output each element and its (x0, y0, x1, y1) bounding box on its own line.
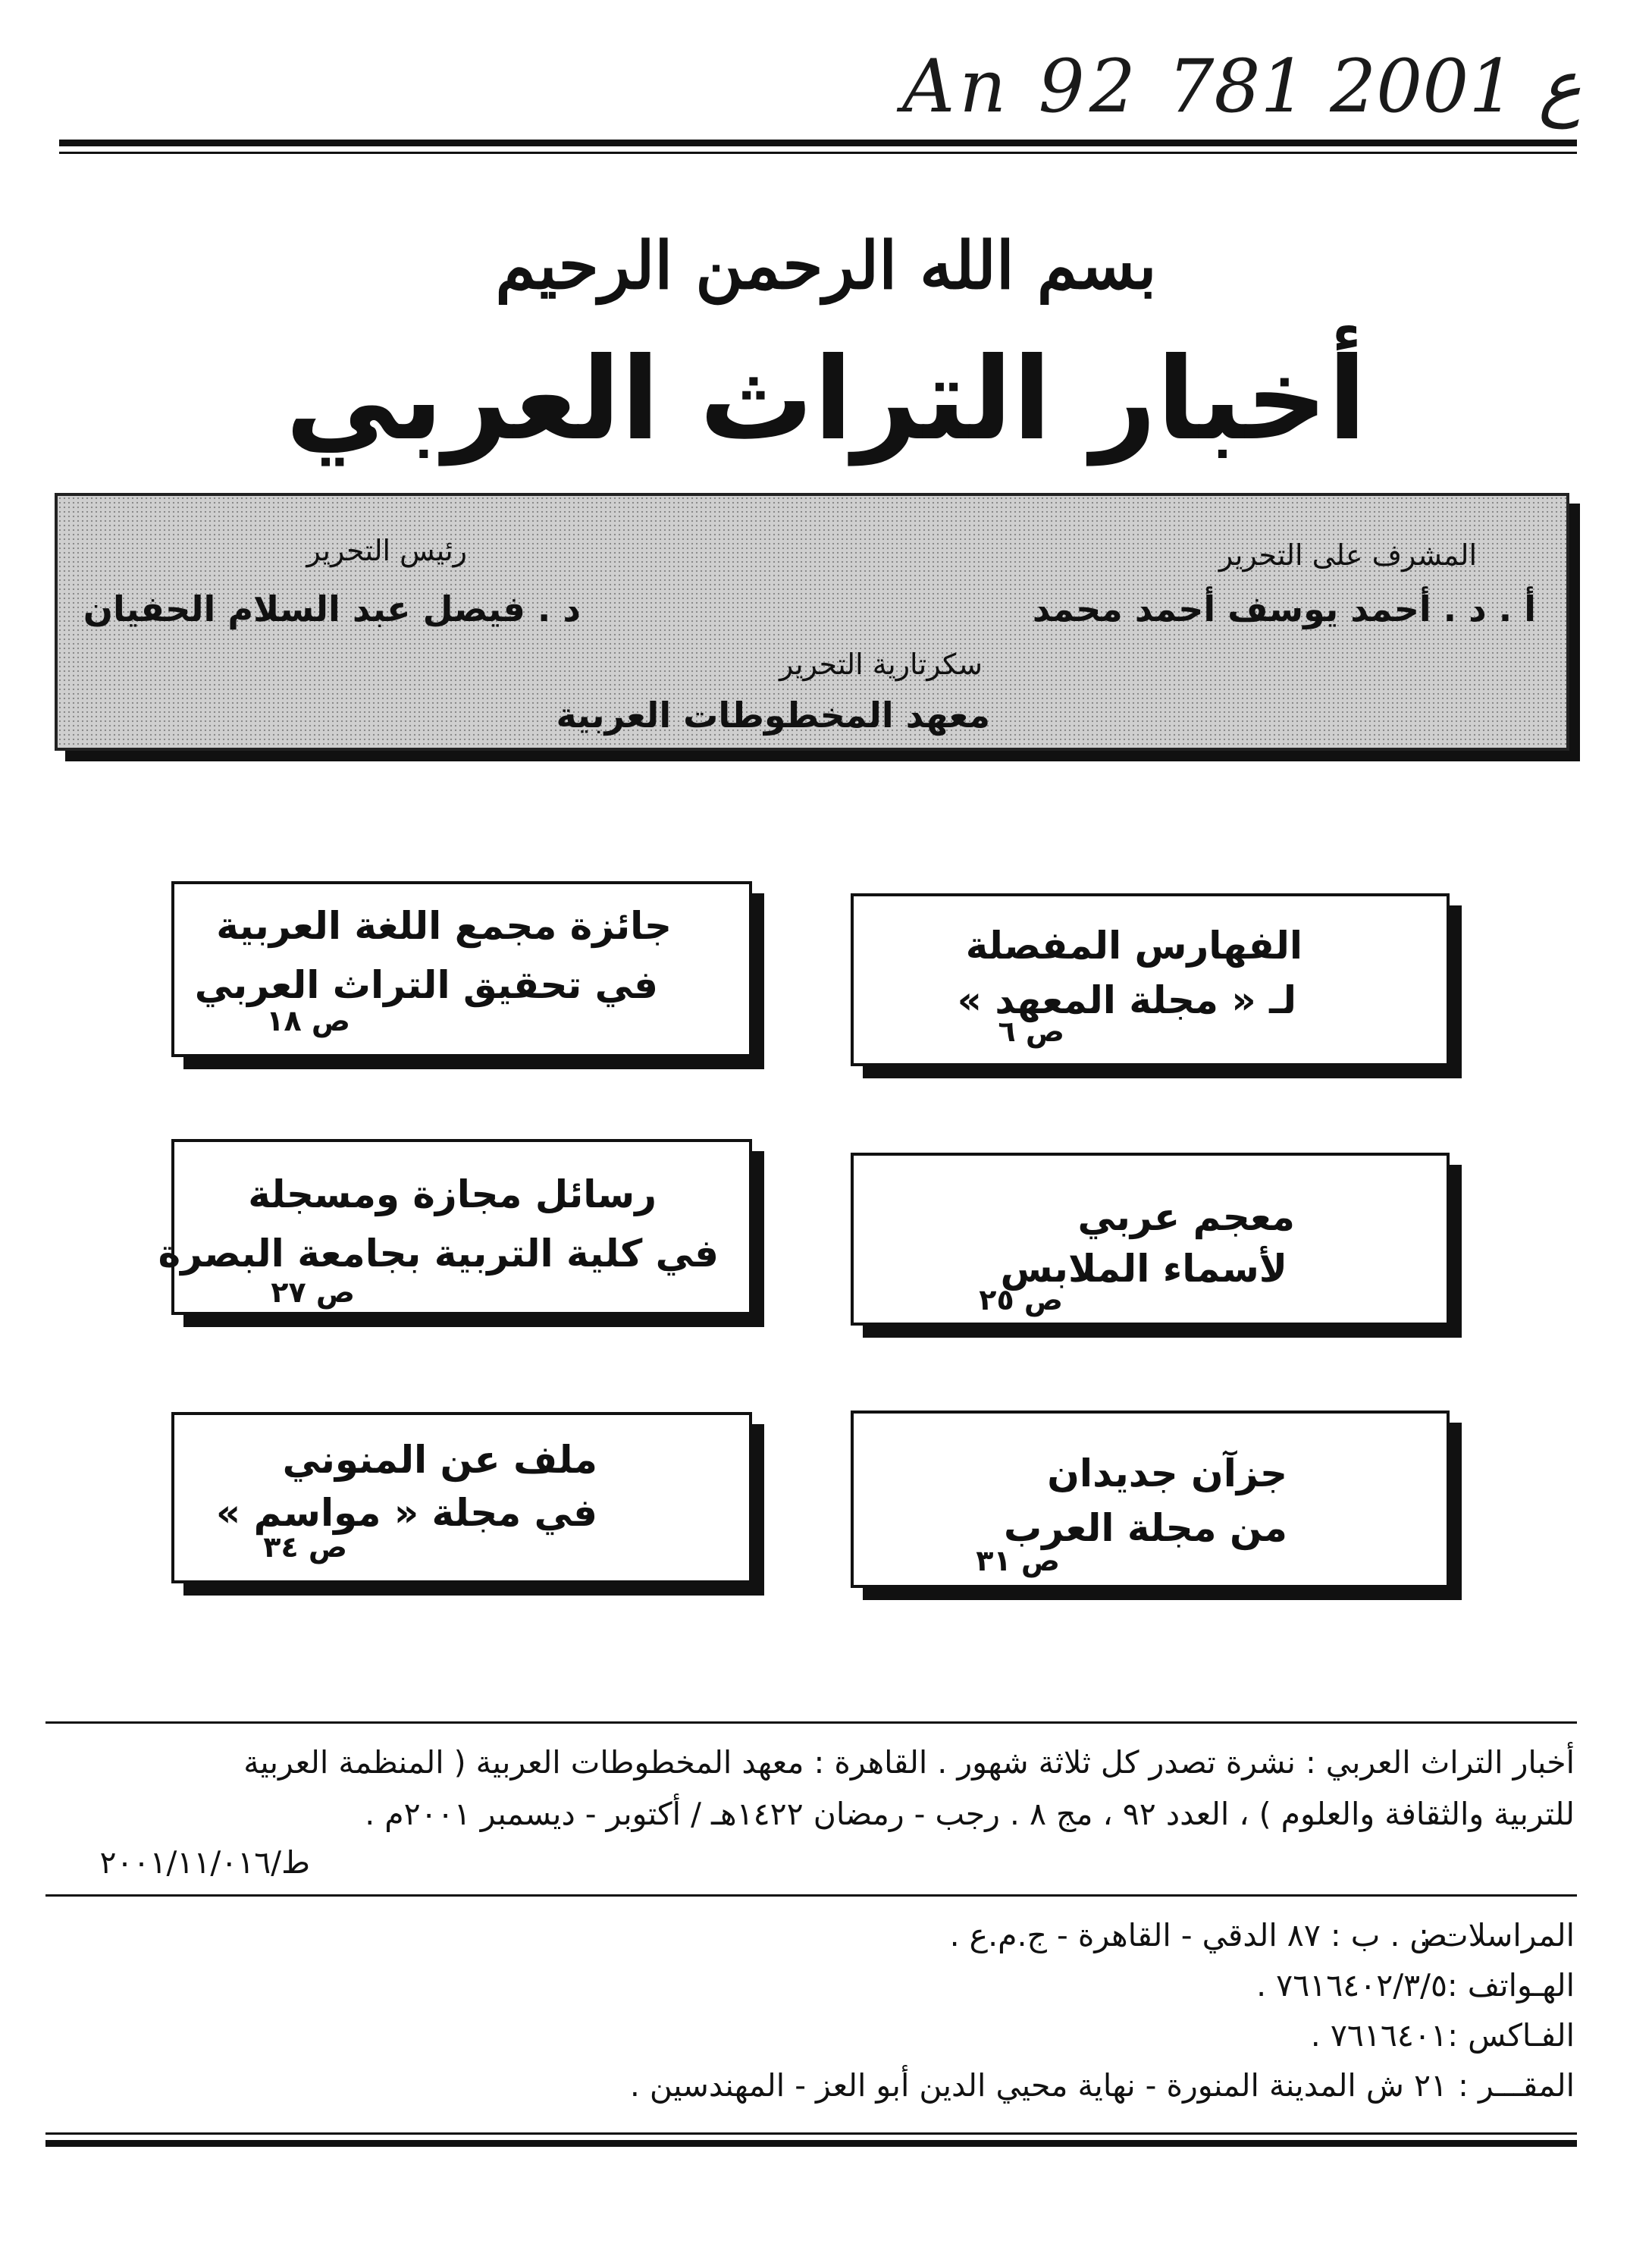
contents-card[interactable] (171, 1412, 752, 1583)
handwritten-reference: An 92 ع 2001 781 (902, 44, 1582, 129)
card-title: رسائل مجازة ومسجلة (248, 1172, 657, 1216)
card-subtitle: في مجلة « مواسم » (215, 1491, 597, 1535)
correspondence-label: الفـاكس : (1447, 2017, 1575, 2054)
contents-card[interactable] (851, 893, 1450, 1066)
card-title: ملف عن المنوني (282, 1438, 597, 1482)
card-subtitle: لأسماء الملابس (1000, 1247, 1287, 1291)
card-subtitle: لـ « مجلة المعهد » (957, 978, 1296, 1022)
publication-line-1: أخبار التراث العربي : نشرة تصدر كل ثلاثة شهور . القاهرة : معهد المخطوطات العربية ( المنظمة العربية (243, 1744, 1575, 1781)
masthead-title: أخبار التراث العربي (285, 334, 1367, 466)
card-subtitle: في كلية التربية بجامعة البصرة (158, 1232, 719, 1276)
top-rule-thin (59, 152, 1577, 154)
card-title: معجم عربي (1077, 1195, 1295, 1239)
supervisor-label: المشرف على التحرير (1218, 538, 1477, 572)
correspondence-label: الهـواتف : (1447, 1967, 1575, 2004)
correspondence-label: المقـــر : (1458, 2067, 1575, 2104)
correspondence-value: ٢١ ش المدينة المنورة - نهاية محيي الدين أبو العز - المهندسين . (629, 2067, 1447, 2104)
correspondence-value: ٧٦١٦٤٠٢/٣/٥ . (1256, 1967, 1447, 2004)
card-page-number: ص ٢٧ (271, 1276, 355, 1309)
chief-label: رئيس التحرير (306, 534, 467, 567)
contents-card[interactable] (171, 881, 752, 1057)
card-subtitle: من مجلة العرب (1004, 1506, 1287, 1550)
contents-card[interactable] (851, 1410, 1450, 1588)
secretariat-name: معهد المخطوطات العربية (556, 695, 990, 736)
card-page-number: ص ٦ (998, 1015, 1064, 1048)
correspondence-label: المراسلات : (1418, 1917, 1575, 1953)
basmala: بسم الله الرحمن الرحيم (495, 227, 1157, 304)
editorial-box (55, 493, 1569, 751)
card-page-number: ص ١٨ (266, 1004, 350, 1037)
card-page-number: ص ٣٤ (263, 1530, 347, 1564)
publication-line-2: للتربية والثقافة والعلوم ) ، العدد ٩٢ ، مج ٨ . رجب - رمضان ١٤٢٢هـ / أكتوبر - ديسمبر ٢٠٠١م . (365, 1796, 1575, 1832)
card-title: جائزة مجمع اللغة العربية (216, 904, 672, 948)
bottom-rule-thin (45, 2132, 1577, 2135)
publication-line-3: ط/٢٠٠١/١١/٠١٦ (99, 1844, 310, 1881)
chief-name: د . فيصل عبد السلام الحفيان (83, 588, 581, 629)
publication-bottom-rule (45, 1894, 1577, 1897)
card-page-number: ص ٢٥ (979, 1283, 1063, 1316)
card-title: الفهارس المفصلة (965, 924, 1302, 968)
correspondence-value: ٧٦١٦٤٠١ . (1310, 2017, 1447, 2054)
card-subtitle: في تحقيق التراث العربي (194, 963, 658, 1007)
contents-card[interactable] (158, 1139, 752, 1315)
correspondence-value: ص . ب : ٨٧ الدقي - القاهرة - ج.م.ع . (949, 1917, 1447, 1953)
card-page-number: ص ٣١ (976, 1544, 1060, 1577)
secretariat-label: سكرتارية التحرير (779, 648, 983, 681)
top-rule-thick (59, 140, 1577, 146)
bottom-rule-thick (45, 2140, 1577, 2147)
card-title: جزآن جديدان (1047, 1451, 1287, 1495)
contents-card[interactable] (851, 1153, 1450, 1326)
supervisor-name: أ . د . أحمد يوسف أحمد محمد (1032, 588, 1536, 629)
publication-top-rule (45, 1721, 1577, 1724)
